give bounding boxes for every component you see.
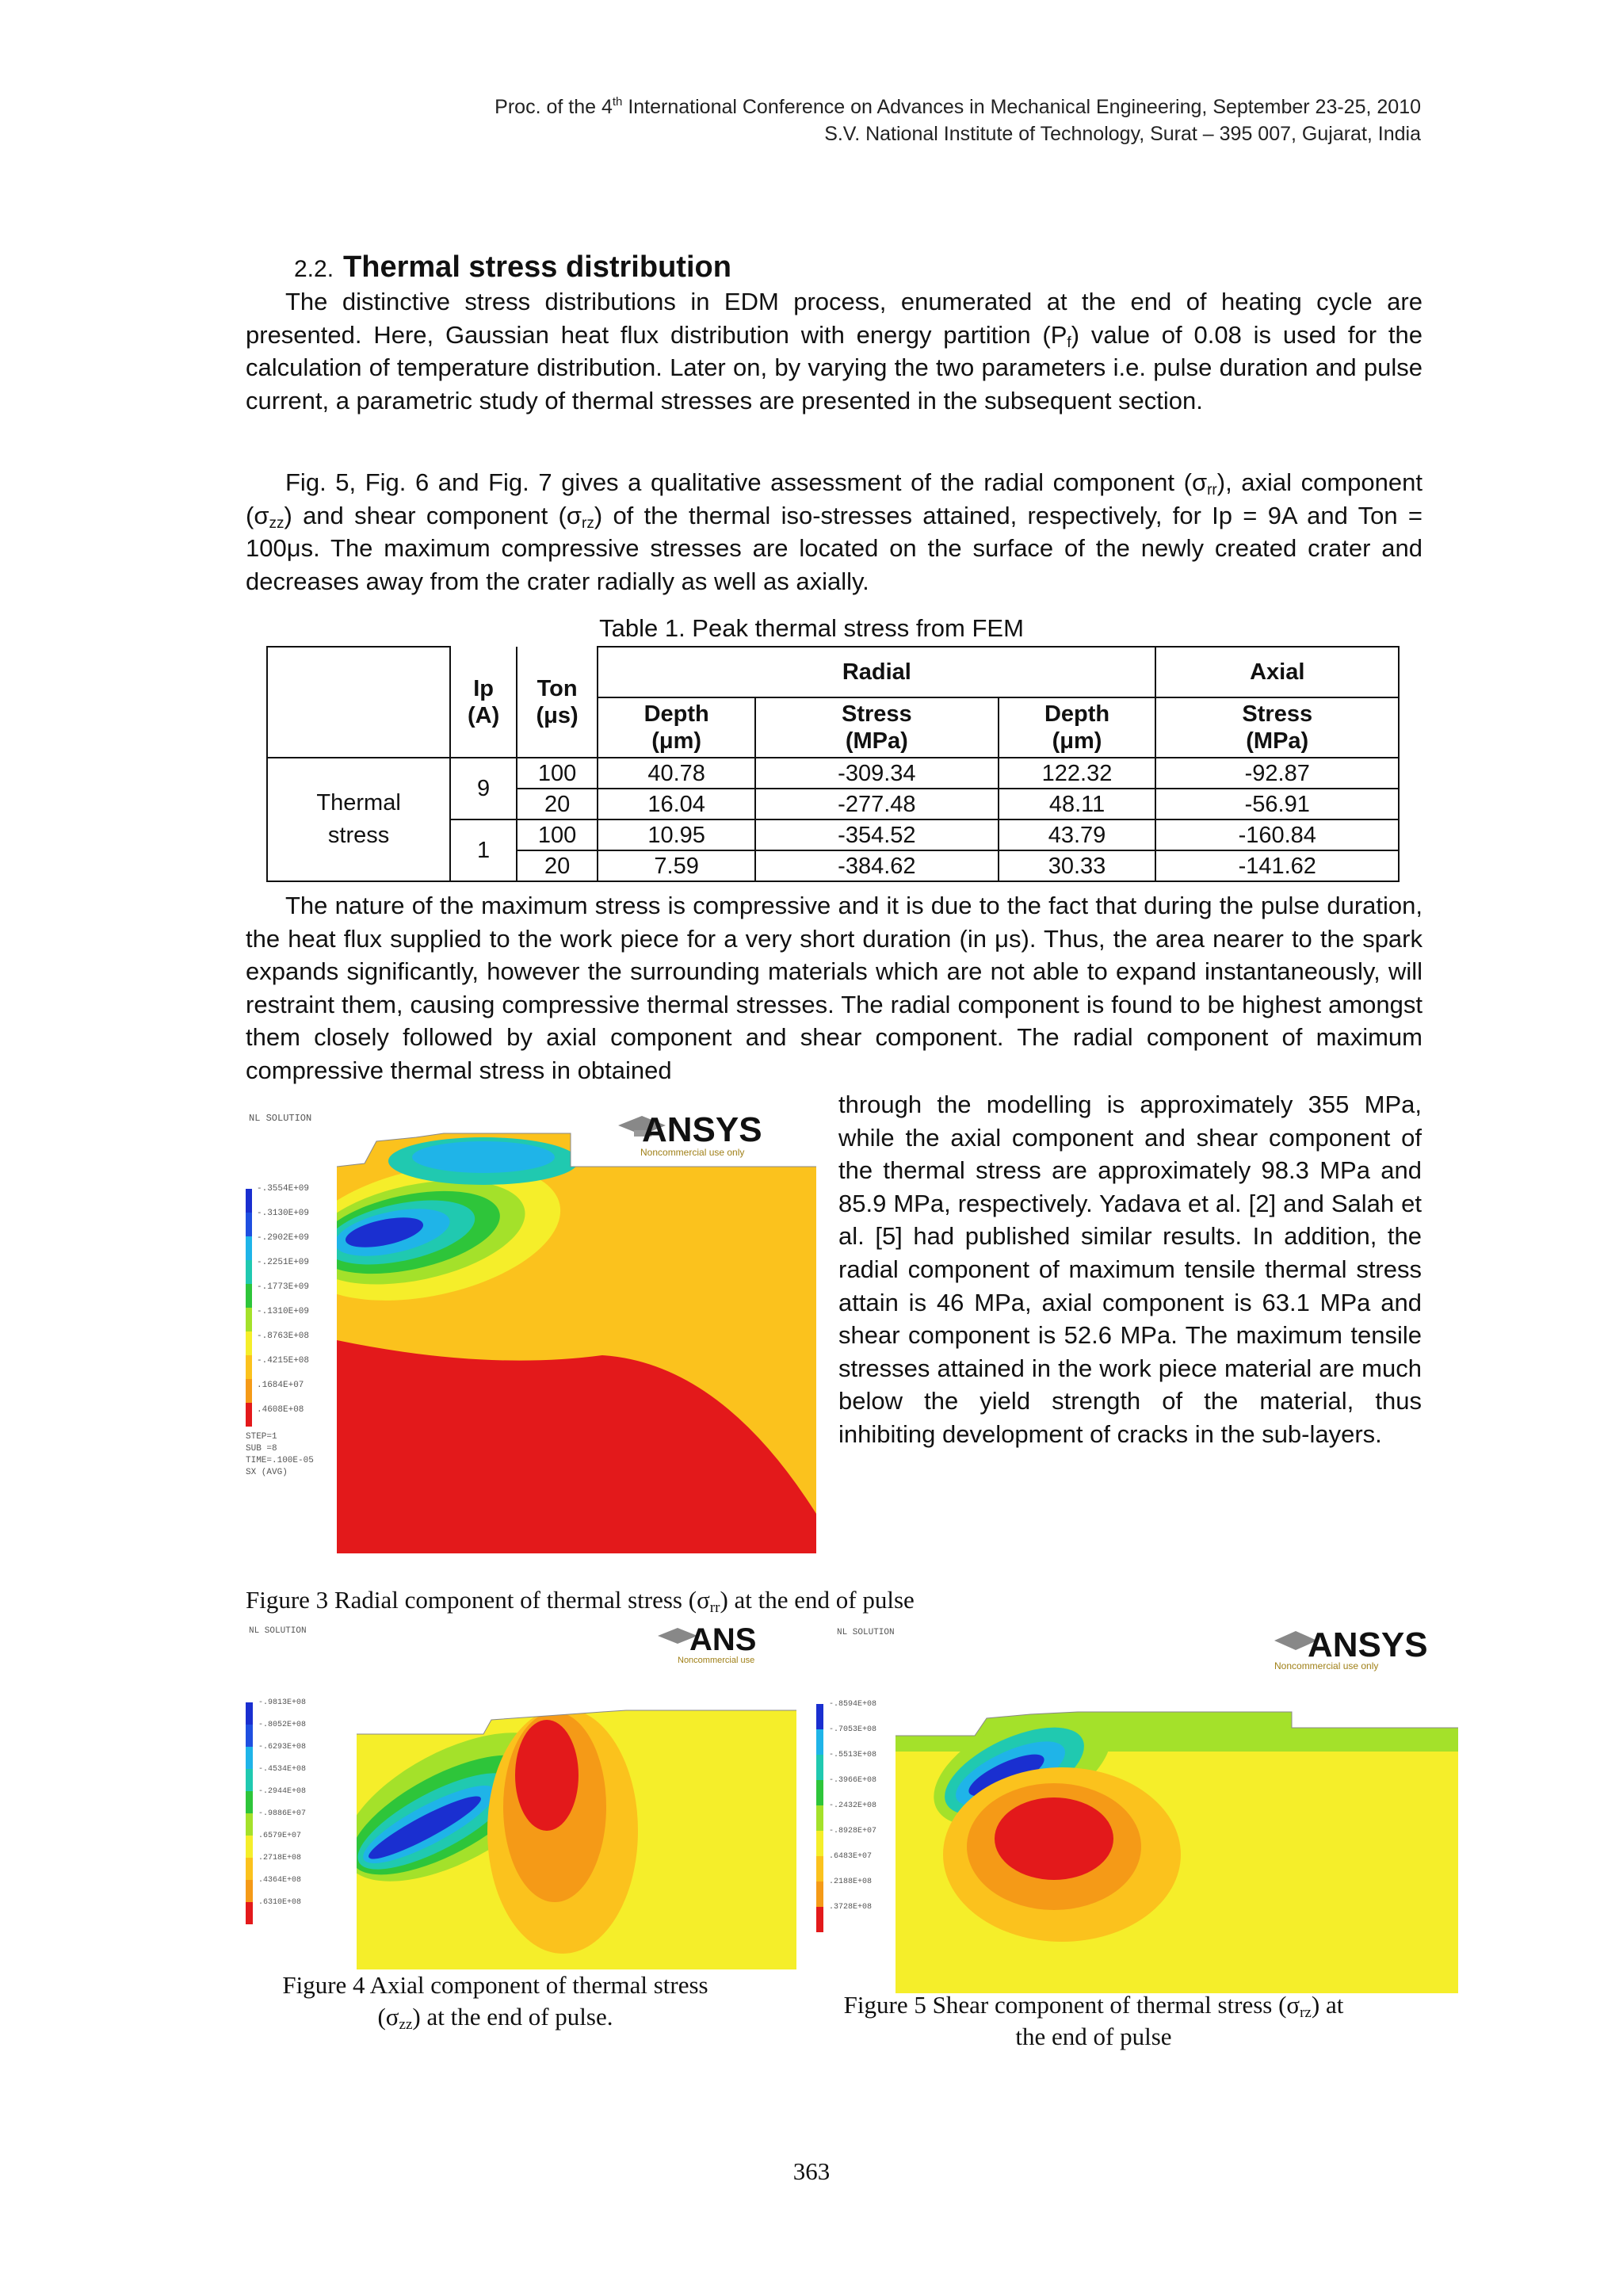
cell-ip: 9 <box>450 758 517 819</box>
svg-text:-.4534E+08: -.4534E+08 <box>258 1765 307 1774</box>
paragraph-1: The distinctive stress distributions in EDM process, enumerated at the end of heating cycle are presented. Here, Gaussian heat flux distribution with energy partition $(P_f)$ value of 0.08 is used for the calculation of temperature distribution. Later on, by varying the two parameters i.e. pulse duration and pulse current, a parametric study of thermal stresses are presented in the subsequent section. <box>246 288 1423 415</box>
cell-ton: 100 <box>517 819 598 850</box>
cell-radial-depth: 10.95 <box>598 819 755 850</box>
cell-ton: 20 <box>517 850 598 881</box>
svg-text:-.2432E+08: -.2432E+08 <box>829 1801 877 1810</box>
svg-text:Noncommercial use only: Noncommercial use only <box>640 1147 745 1158</box>
fig3-contour-field <box>283 1125 816 1553</box>
cell-axial-stress: -160.84 <box>1155 819 1399 850</box>
row-label-thermal-stress: Thermal stress <box>267 758 450 881</box>
svg-text:.6483E+07: .6483E+07 <box>829 1852 873 1861</box>
header-ton: Ton (μs) <box>517 647 598 758</box>
paragraph-3: The nature of the maximum stress is compressive and it is due to the fact that during the pulse duration, the heat flux supplied to the work piece for a very short duration (in μs). Thus, the area nearer to the spark expands significantly, however the surrounding materials which are not able to expand instantaneously, will restraint them, causing compressive thermal stresses. The radial component is found to be highest amongst them closely followed by axial component and shear component. The radial component of maximum compressive thermal stress in obtained <box>246 892 1423 1084</box>
table-header-row-1 <box>267 647 1399 697</box>
fig4-corner-label: NL SOLUTION <box>249 1626 307 1636</box>
peak-stress-table <box>266 646 1400 882</box>
cell-radial-stress: -354.52 <box>755 819 998 850</box>
svg-text:ANSYS: ANSYS <box>1308 1626 1428 1664</box>
svg-text:-.8763E+08: -.8763E+08 <box>257 1331 310 1341</box>
paragraph-3-continuation: through the modelling is approximately 355 MPa, while the axial component and shear component of the thermal stress are approximately 98.3 MPa and 85.9 MPa, respectively. Yadava et al. [2] and Salah et al. [5] had published similar results. In addition, the radial component of maximum tensile thermal stress attain is 46 MPa, axial component is 63.1 MPa and shear component is 52.6 MPa. The maximum tensile stresses attained in the work piece material are much below the yield strength of the material, thus inhibiting development of cracks in the sub-layers. <box>838 1091 1422 1448</box>
table-caption: Table 1. Peak thermal stress from FEM <box>599 614 1024 642</box>
cell-axial-depth: 30.33 <box>999 850 1156 881</box>
section-title: Thermal stress distribution <box>343 250 731 284</box>
svg-text:-.8594E+08: -.8594E+08 <box>829 1700 877 1709</box>
table-row <box>267 758 1399 789</box>
cell-radial-depth: 7.59 <box>598 850 755 881</box>
cell-ip: 1 <box>450 819 517 881</box>
svg-text:-.2251E+09: -.2251E+09 <box>257 1258 310 1267</box>
cell-axial-stress: -92.87 <box>1155 758 1399 789</box>
svg-text:.4364E+08: .4364E+08 <box>258 1876 302 1885</box>
fig3-ansys-logo <box>618 1110 762 1158</box>
figure-3-radial-stress-plot <box>246 1102 816 1553</box>
cell-radial-depth: 16.04 <box>598 789 755 819</box>
svg-text:-.1310E+09: -.1310E+09 <box>257 1307 310 1316</box>
header-radial: Radial <box>598 647 1155 697</box>
figure-5-shear-stress-plot <box>816 1617 1458 1993</box>
svg-text:ANS: ANS <box>689 1622 757 1657</box>
svg-text:Noncommercial use only: Noncommercial use only <box>1274 1660 1379 1671</box>
svg-text:.2188E+08: .2188E+08 <box>829 1878 873 1886</box>
cell-ton: 100 <box>517 758 598 789</box>
paragraph-2: Fig. 5, Fig. 6 and Fig. 7 gives a qualitative assessment of the radial component $(\sigma_{rr})$, axial component $(\sigma_{zz})$ and shear component $(\sigma_{rz})$ of the thermal iso-stresses attained, respectively, for Ip = 9A and Ton = 100μs. The maximum compressive stresses are located on the surface of the newly created crater and decreases away from the crater radially as well as axially. <box>246 468 1423 595</box>
header-axial: Axial <box>1155 647 1399 697</box>
svg-text:-.1773E+09: -.1773E+09 <box>257 1282 310 1292</box>
svg-text:Noncommercial use: Noncommercial use <box>678 1656 755 1665</box>
header-line-1: Proc. of the 4th International Conference on Advances in Mechanical Engineering, September 23-25, 2010 <box>495 95 1421 118</box>
svg-text:-.3130E+09: -.3130E+09 <box>257 1209 310 1218</box>
svg-text:TIME=.100E-05: TIME=.100E-05 <box>246 1456 314 1465</box>
cell-axial-depth: 43.79 <box>999 819 1156 850</box>
conference-header <box>495 94 1421 147</box>
svg-text:.2718E+08: .2718E+08 <box>258 1854 302 1862</box>
svg-text:-.9886E+07: -.9886E+07 <box>258 1809 307 1818</box>
header-line-2: S.V. National Institute of Technology, Surat – 395 007, Gujarat, India <box>824 123 1421 145</box>
svg-text:-.3966E+08: -.3966E+08 <box>829 1776 877 1785</box>
cell-radial-depth: 40.78 <box>598 758 755 789</box>
section-heading <box>294 249 731 288</box>
svg-text:.4608E+08: .4608E+08 <box>257 1405 304 1415</box>
svg-text:.3728E+08: .3728E+08 <box>829 1903 873 1912</box>
cell-axial-stress: -141.62 <box>1155 850 1399 881</box>
cell-radial-stress: -277.48 <box>755 789 998 819</box>
svg-text:-.9813E+08: -.9813E+08 <box>258 1698 307 1707</box>
svg-text:-.2944E+08: -.2944E+08 <box>258 1787 307 1796</box>
header-axial-stress: Stress (MPa) <box>1155 697 1399 758</box>
cell-axial-depth: 122.32 <box>999 758 1156 789</box>
svg-text:-.3554E+09: -.3554E+09 <box>257 1184 310 1194</box>
svg-text:-.4215E+08: -.4215E+08 <box>257 1356 310 1366</box>
svg-text:-.5513E+08: -.5513E+08 <box>829 1751 877 1759</box>
figure-3-caption: Figure 3 Radial component of thermal stress $(\sigma_{rr})$ at the end of pulse <box>246 1586 915 1616</box>
header-empty-cell <box>267 647 450 758</box>
header-axial-depth: Depth (μm) <box>999 697 1156 758</box>
figure-4-caption: Figure 4 Axial component of thermal stress $(\sigma_{zz})$ at the end of pulse. <box>282 1971 708 2033</box>
section-number: 2.2. <box>294 256 334 282</box>
svg-text:.6579E+07: .6579E+07 <box>258 1832 302 1840</box>
svg-text:SUB =8: SUB =8 <box>246 1444 277 1454</box>
svg-text:.1684E+07: .1684E+07 <box>257 1381 304 1390</box>
fig3-corner-label: NL SOLUTION <box>249 1113 312 1124</box>
svg-text:SX (AVG): SX (AVG) <box>246 1468 288 1477</box>
fig5-corner-label: NL SOLUTION <box>837 1628 895 1637</box>
header-ip: Ip (A) <box>450 647 517 758</box>
header-radial-depth: Depth (μm) <box>598 697 755 758</box>
svg-text:-.7053E+08: -.7053E+08 <box>829 1725 877 1734</box>
cell-radial-stress: -384.62 <box>755 850 998 881</box>
svg-text:-.2902E+09: -.2902E+09 <box>257 1233 310 1243</box>
cell-axial-stress: -56.91 <box>1155 789 1399 819</box>
cell-ton: 20 <box>517 789 598 819</box>
svg-text:STEP=1: STEP=1 <box>246 1432 277 1442</box>
svg-text:-.8052E+08: -.8052E+08 <box>258 1721 307 1729</box>
svg-text:-.6293E+08: -.6293E+08 <box>258 1743 307 1752</box>
figure-4-axial-stress-plot <box>246 1617 796 1969</box>
page-number: 363 <box>792 2157 831 2185</box>
svg-text:-.8928E+07: -.8928E+07 <box>829 1827 877 1836</box>
fig4-contour-field <box>321 1702 796 1969</box>
header-radial-stress: Stress (MPa) <box>755 697 998 758</box>
cell-axial-depth: 48.11 <box>999 789 1156 819</box>
cell-radial-stress: -309.34 <box>755 758 998 789</box>
svg-text:ANSYS: ANSYS <box>642 1110 762 1149</box>
svg-text:.6310E+08: .6310E+08 <box>258 1898 302 1907</box>
figure-5-caption: Figure 5 Shear component of thermal stress $(\sigma_{rz})$ at the end of pulse <box>843 1991 1344 2050</box>
